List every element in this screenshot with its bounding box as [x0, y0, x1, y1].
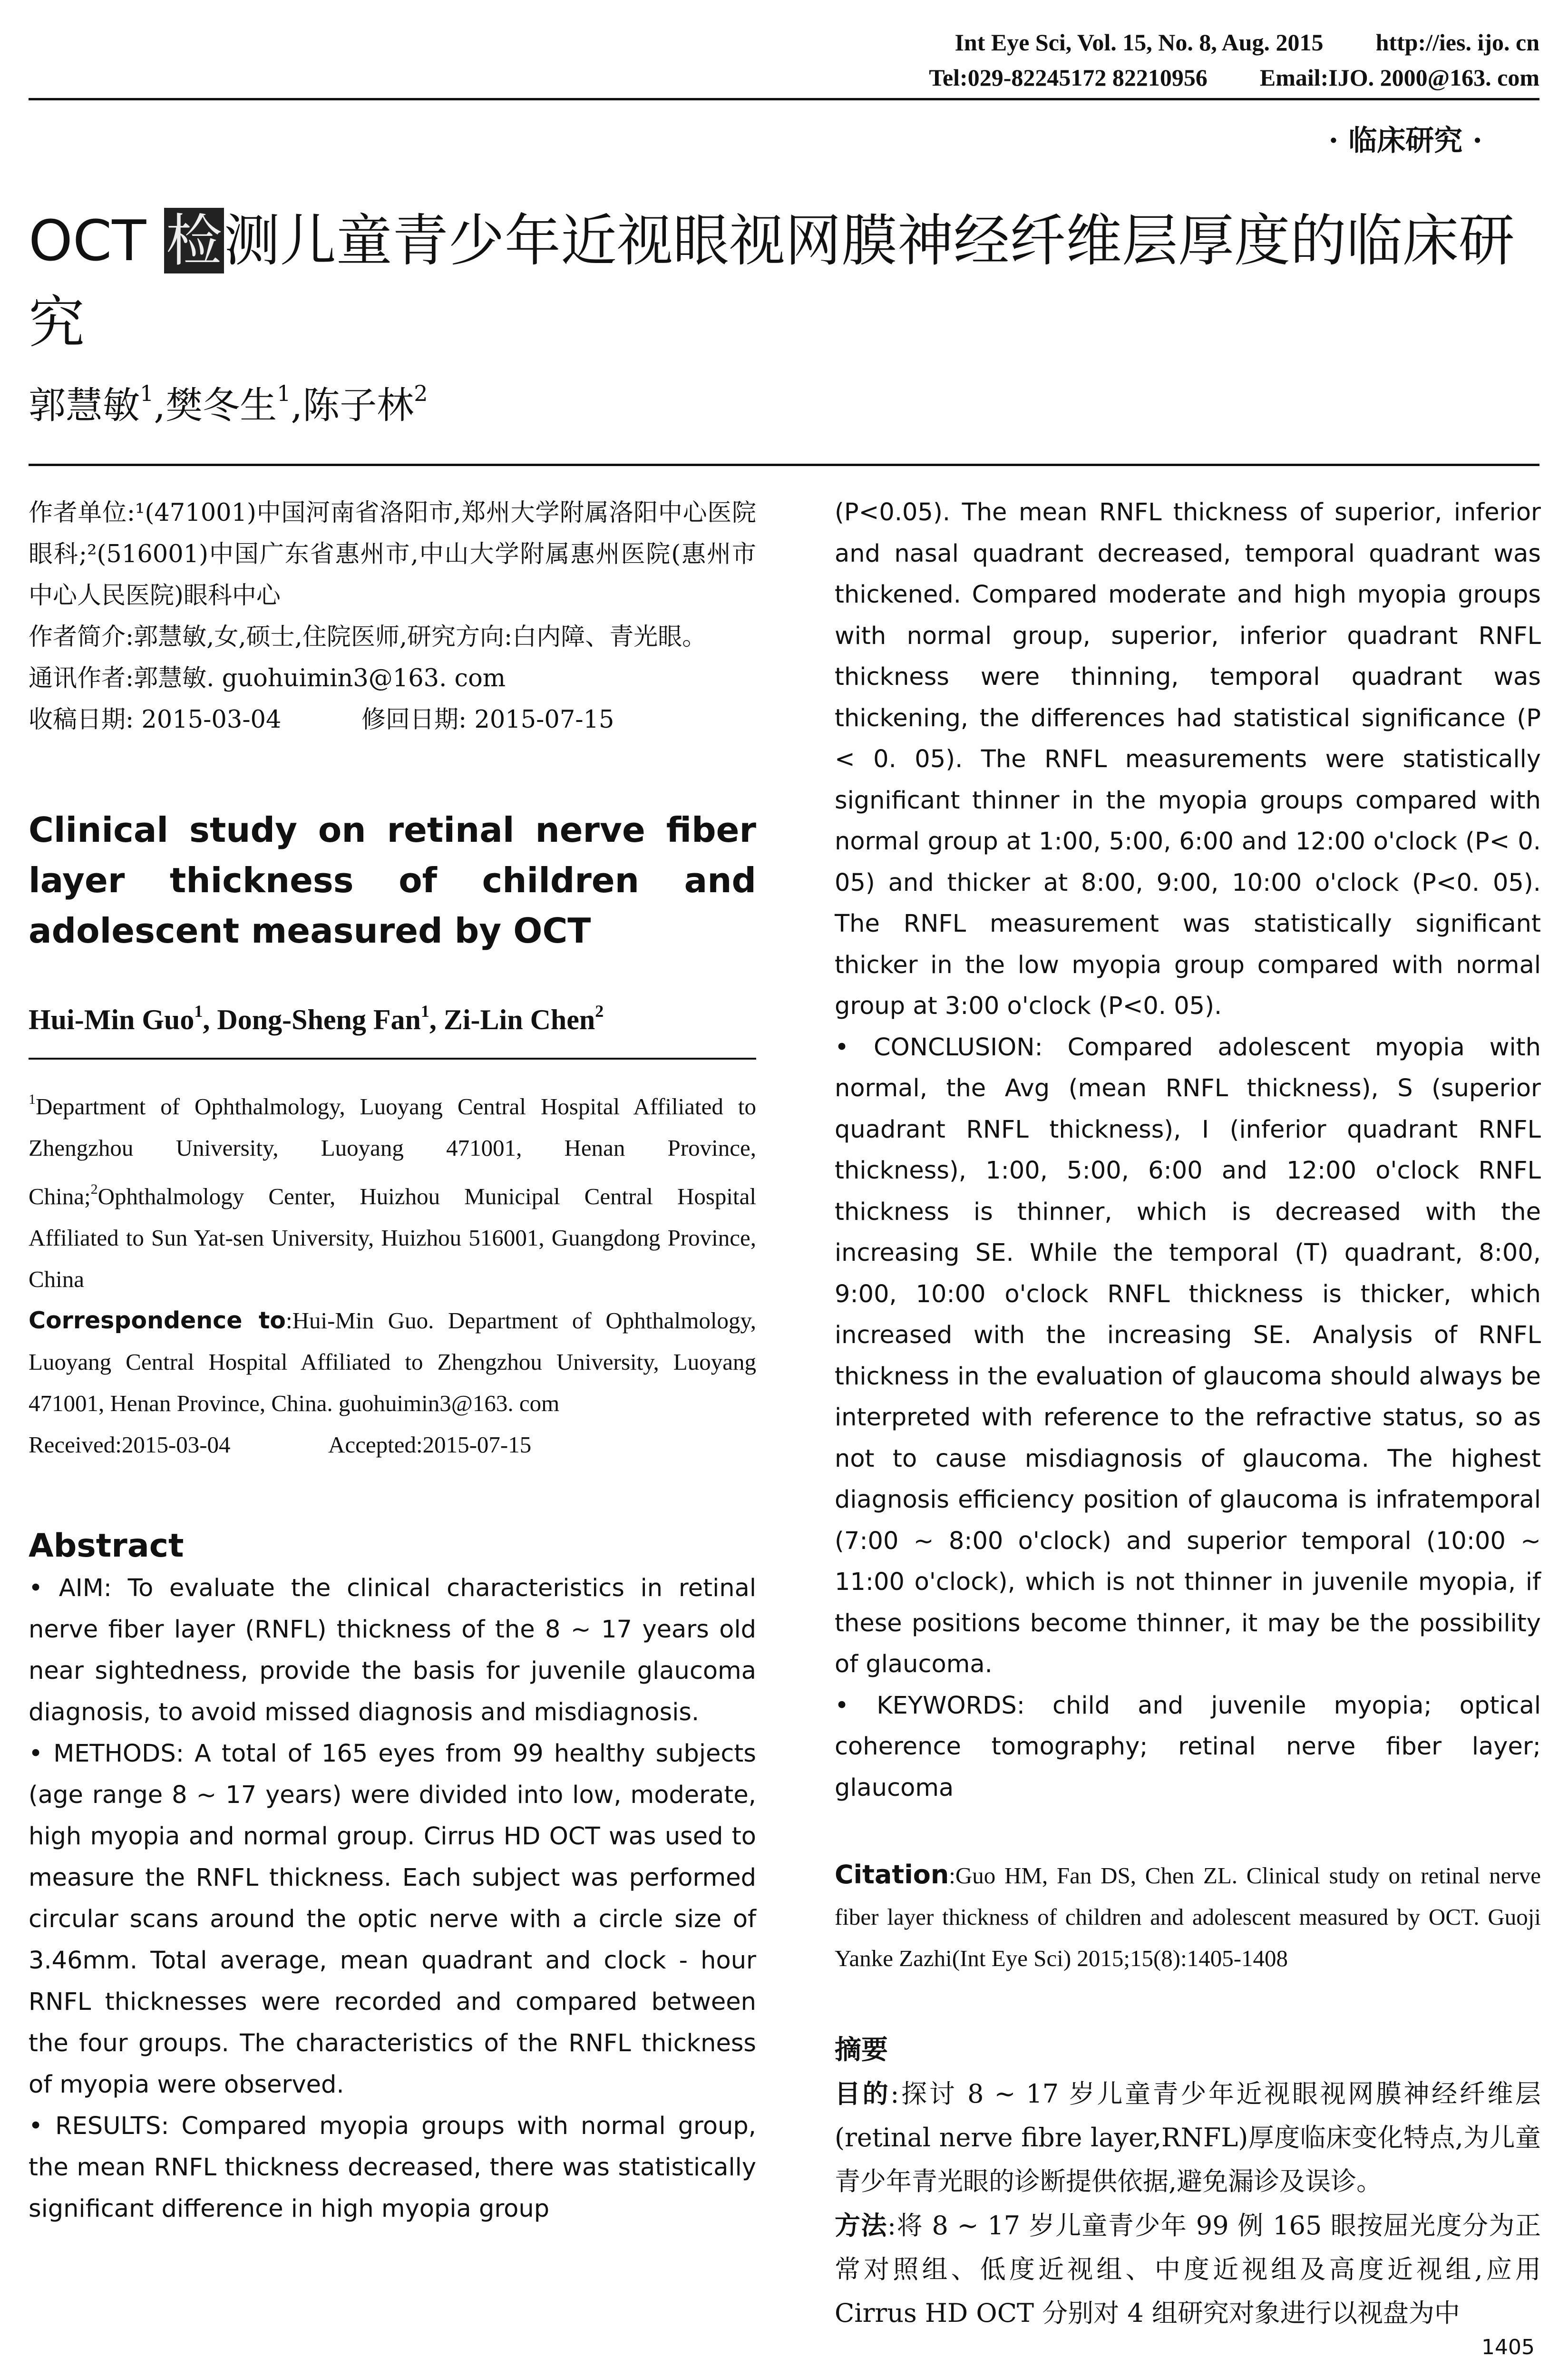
right-column — [835, 492, 1541, 2335]
affiliation-divider — [29, 1058, 756, 1060]
english-title: Clinical study on retinal nerve fiber layer thickness of children and adolescent measured by OCT — [29, 810, 756, 951]
affiliation-text: $^1$Department of Ophthalmology, Luoyang Central Hospital Affiliated to Zhengzhou University, Luoyang 471001, Henan Province, China;$^2$Ophthalmology Center, Huizhou Municipal Central Hospital Affiliated to Sun Yat-sen University, Huizhou 516001, Guangdong Province, China — [29, 1091, 756, 1292]
title-prefix: OCT — [29, 208, 164, 273]
cn-abstract-heading: 摘要 — [835, 2034, 888, 2065]
cn-methods-label: 方法 — [835, 2210, 887, 2241]
dates-cn — [29, 699, 756, 740]
author-en-2: Dong-Sheng Fan — [217, 1004, 421, 1035]
journal-line: Int Eye Sci, Vol. 15, No. 8, Aug. 2015 — [954, 29, 1324, 56]
received-date-en: Received:2015-03-04 — [29, 1432, 231, 1458]
left-column — [29, 492, 756, 2230]
author-cn-2-sup: 1 — [277, 380, 291, 406]
running-header — [929, 25, 1539, 95]
journal-url[interactable]: http://ies. ijo. cn — [1375, 29, 1539, 56]
title-rest: 测儿童青少年近视眼视网膜神经纤维层厚度的临床研究 — [29, 208, 1515, 355]
citation-label: Citation — [835, 1860, 949, 1890]
abstract-keywords: • KEYWORDS: child and juvenile myopia; optical coherence tomography; retinal nerve fiber layer; glaucoma — [835, 1691, 1541, 1802]
author-unit: 作者单位:¹(471001)中国河南省洛阳市,郑州大学附属洛阳中心医院眼科;²(516001)中国广东省惠州市,中山大学附属惠州医院(惠州市中心人民医院)眼科中心 — [29, 499, 756, 610]
title-highlight: 检 — [164, 208, 224, 273]
title-divider — [29, 464, 1539, 466]
accepted-date-en: Accepted:2015-07-15 — [328, 1432, 532, 1458]
author-intro: 作者简介:郭慧敏,女,硕士,住院医师,研究方向:白内障、青光眼。 — [29, 623, 707, 651]
abstract-methods: • METHODS: A total of 165 eyes from 99 healthy subjects (age range 8 ~ 17 years) were divided into low, moderate, high myopia and normal group. Cirrus HD OCT was used to measure the RNFL thickness. Each subject was performed circular scans around the optic nerve with a circle size of 3.46mm. Total average, mean quadrant and clock - hour RNFL thicknesses were recorded and compared between the four groups. The characteristics of the RNFL thickness of myopia were observed. — [29, 1740, 756, 2099]
article-title — [29, 200, 1541, 363]
author-sep-2: , — [291, 384, 303, 427]
abstract-heading: Abstract — [29, 1527, 184, 1565]
author-en-2-sup: 1 — [420, 1002, 429, 1021]
author-cn-3-sup: 2 — [414, 380, 428, 406]
corresponding-author-cn: 通讯作者:郭慧敏. guohuimin3@163. com — [29, 664, 506, 692]
author-en-1-sup: 1 — [194, 1002, 203, 1021]
author-en-3-sup: 2 — [595, 1002, 604, 1021]
abstract-results-cont: (P<0.05). The mean RNFL thickness of superior, inferior and nasal quadrant decreased, temporal quadrant was thickened. Compared moderate and high myopia groups with normal group, superior, inferior quadrant RNFL thickness were thinning, temporal quadrant was thickening, the differences had statistical significance (P < 0. 05). The RNFL measurements were statistically significant thinner in the myopia groups compared with normal group at 1:00, 5:00, 6:00 and 12:00 o'clock (P< 0. 05) and thicker at 8:00, 9:00, 10:00 o'clock (P<0. 05). The RNFL measurement was statistically significant thicker in the low myopia group compared with normal group at 3:00 o'clock (P<0. 05). — [835, 498, 1541, 1020]
cn-abstract — [835, 2072, 1541, 2335]
author-en-3: Zi-Lin Chen — [443, 1004, 595, 1035]
author-en-1: Hui-Min Guo — [29, 1004, 195, 1035]
received-date-cn: 收稿日期: 2015-03-04 — [29, 706, 282, 734]
correspondence-label: Correspondence to — [29, 1307, 286, 1334]
correspondence-en — [29, 1300, 756, 1424]
citation — [835, 1854, 1541, 1979]
cn-methods-text: :将 8 ~ 17 岁儿童青少年 99 例 165 眼按屈光度分为正常对照组、低度近视组、中度近视组及高度近视组,应用 Cirrus HD OCT 分别对 4 组研究对象进行以视盘为中 — [835, 2211, 1541, 2328]
abstract-results-start: • RESULTS: Compared myopia groups with normal group, the mean RNFL thickness decreased, there was statistically significant difference in high myopia group — [29, 2112, 756, 2223]
author-sep-1: , — [154, 384, 166, 427]
dates-en — [29, 1424, 756, 1465]
journal-tel: Tel:029-82245172 82210956 — [929, 64, 1208, 91]
revised-date-cn: 修回日期: 2015-07-15 — [361, 706, 614, 734]
affiliation-2: Ophthalmology Center, Huizhou Municipal Central Hospital Affiliated to Sun Yat-sen University, Huizhou 516001, Guangdong Province, China — [29, 1183, 756, 1292]
authors-cn — [29, 376, 428, 429]
affiliation-1: Department of Ophthalmology, Luoyang Central Hospital Affiliated to Zhengzhou University, Luoyang 471001, Henan Province, China; — [29, 1093, 756, 1209]
correspondence-text: :Hui-Min Guo. Department of Ophthalmology, Luoyang Central Hospital Affiliated to Zhengzhou University, Luoyang 471001, Henan Province, China. guohuimin3@163. com — [29, 1307, 757, 1416]
abstract-right — [835, 492, 1541, 1809]
citation-text: :Guo HM, Fan DS, Chen ZL. Clinical study on retinal nerve fiber layer thickness of children and adolescent measured by OCT. Guoji Yanke Zazhi(Int Eye Sci) 2015;15(8):1405-1408 — [835, 1862, 1541, 1971]
journal-email[interactable]: Email:IJO. 2000@163. com — [1259, 64, 1539, 91]
cn-aim-text: :探讨 8 ~ 17 岁儿童青少年近视眼视网膜神经纤维层(retinal nerve fibre layer,RNFL)厚度临床变化特点,为儿童青少年青光眼的诊断提供依据,避免漏诊及误诊。 — [835, 2079, 1541, 2196]
author-info-cn — [29, 492, 756, 740]
author-cn-3: 陈子林 — [302, 384, 414, 427]
section-tag: · 临床研究 · — [1328, 124, 1482, 157]
author-cn-2: 樊冬生 — [166, 384, 277, 427]
page-number: 1405 — [1481, 2335, 1535, 2359]
cn-aim-label: 目的 — [835, 2078, 891, 2109]
affiliation-block — [29, 1079, 756, 1465]
authors-en: Hui-Min Guo$^1$, Dong-Sheng Fan$^1$, Zi-Lin Chen$^2$ — [29, 1002, 604, 1035]
header-divider — [29, 98, 1539, 100]
abstract-aim: • AIM: To evaluate the clinical characteristics in retinal nerve fiber layer (RNFL) thickness of the 8 ~ 17 years old near sightedness, provide the basis for juvenile glaucoma diagnosis, to avoid missed diagnosis and misdiagnosis. — [29, 1574, 756, 1726]
cn-aim — [835, 2072, 1541, 2203]
cn-methods — [835, 2203, 1541, 2335]
abstract-conclusion: • CONCLUSION: Compared adolescent myopia with normal, the Avg (mean RNFL thickness), S (superior quadrant RNFL thickness), I (inferior quadrant RNFL thickness), 1:00, 5:00, 6:00 and 12:00 o'clock RNFL thickness is thinner, which is decreased with the increasing SE. While the temporal (T) quadrant, 8:00, 9:00, 10:00 o'clock RNFL thickness is thicker, which increased with the increasing SE. Analysis of RNFL thickness in the evaluation of glaucoma should always be interpreted with reference to the refractive status, so as not to cause misdiagnosis of glaucoma. The highest diagnosis efficiency position of glaucoma is infratemporal (7:00 ~ 8:00 o'clock) and superior temporal (10:00 ~ 11:00 o'clock), which is not thinner in juvenile myopia, if these positions become thinner, it may be the possibility of glaucoma. — [835, 1033, 1541, 1678]
abstract-left — [29, 1568, 756, 2230]
author-cn-1-sup: 1 — [140, 380, 154, 406]
author-cn-1: 郭慧敏 — [29, 384, 140, 427]
